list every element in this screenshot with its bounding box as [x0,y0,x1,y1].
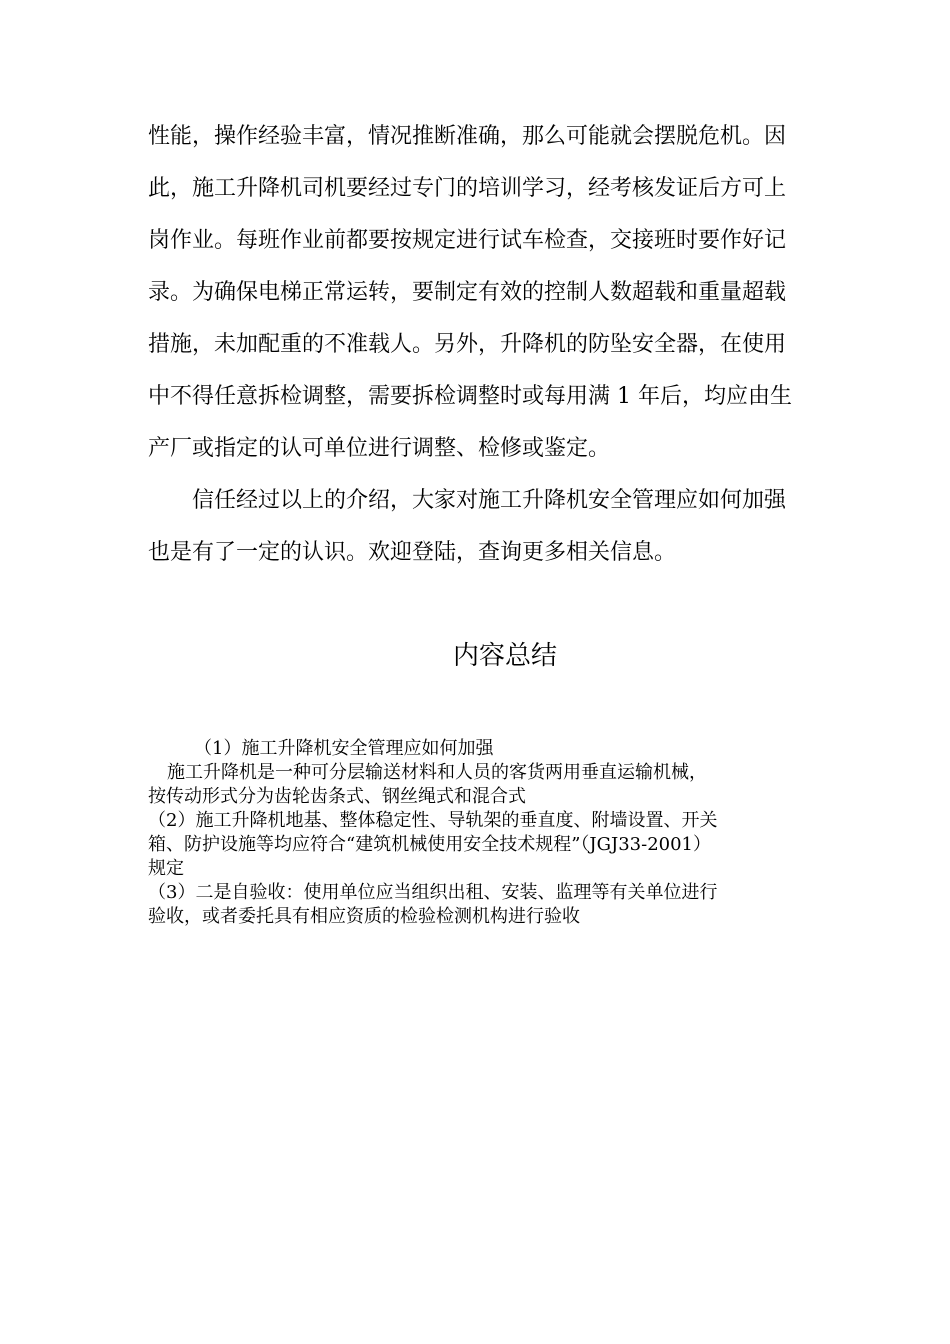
body-line: 也是有了一定的认识。欢迎登陆，查询更多相关信息。 [148,540,677,565]
body-line: 措施，未加配重的不准载人。另外，升降机的防坠安全器，在使用 [148,332,787,357]
body-line: 性能，操作经验丰富，情况推断准确，那么可能就会摆脱危机。因 [148,124,787,149]
summary-title: 内容总结 [452,641,557,671]
summary-list [148,737,818,929]
summary-line: （1）施工升降机安全管理应如何加强 [194,738,494,759]
body-line: 录。为确保电梯正常运转，要制定有效的控制人数超载和重量超载 [148,280,787,305]
body-paragraphs [148,120,808,588]
body-line: 岗作业。每班作业前都要按规定进行试车检查，交接班时要作好记 [148,228,787,253]
summary-line: （3）二是自验收：使用单位应当组织出租、安装、监理等有关单位进行 [148,882,718,903]
summary-line: 规定 [148,858,184,879]
body-line: 中不得任意拆检调整，需要拆检调整时或每用满 1 年后，均应由生 [148,384,792,409]
summary-line: （2）施工升降机地基、整体稳定性、导轨架的垂直度、附墙设置、开关 [148,810,718,831]
summary-line: 验收，或者委托具有相应资质的检验检测机构进行验收 [148,906,580,927]
body-line: 产厂或指定的认可单位进行调整、检修或鉴定。 [148,436,611,461]
summary-line: 施工升降机是一种可分层输送材料和人员的客货两用垂直运输机械， [167,762,707,783]
summary-line: 箱、防护设施等均应符合“建筑机械使用安全技术规程”（JGJ33-2001） [148,834,712,855]
body-line: 此，施工升降机司机要经过专门的培训学习，经考核发证后方可上 [148,176,787,201]
summary-line: 按传动形式分为齿轮齿条式、钢丝绳式和混合式 [148,786,526,807]
body-line: 信任经过以上的介绍，大家对施工升降机安全管理应如何加强 [192,488,787,513]
